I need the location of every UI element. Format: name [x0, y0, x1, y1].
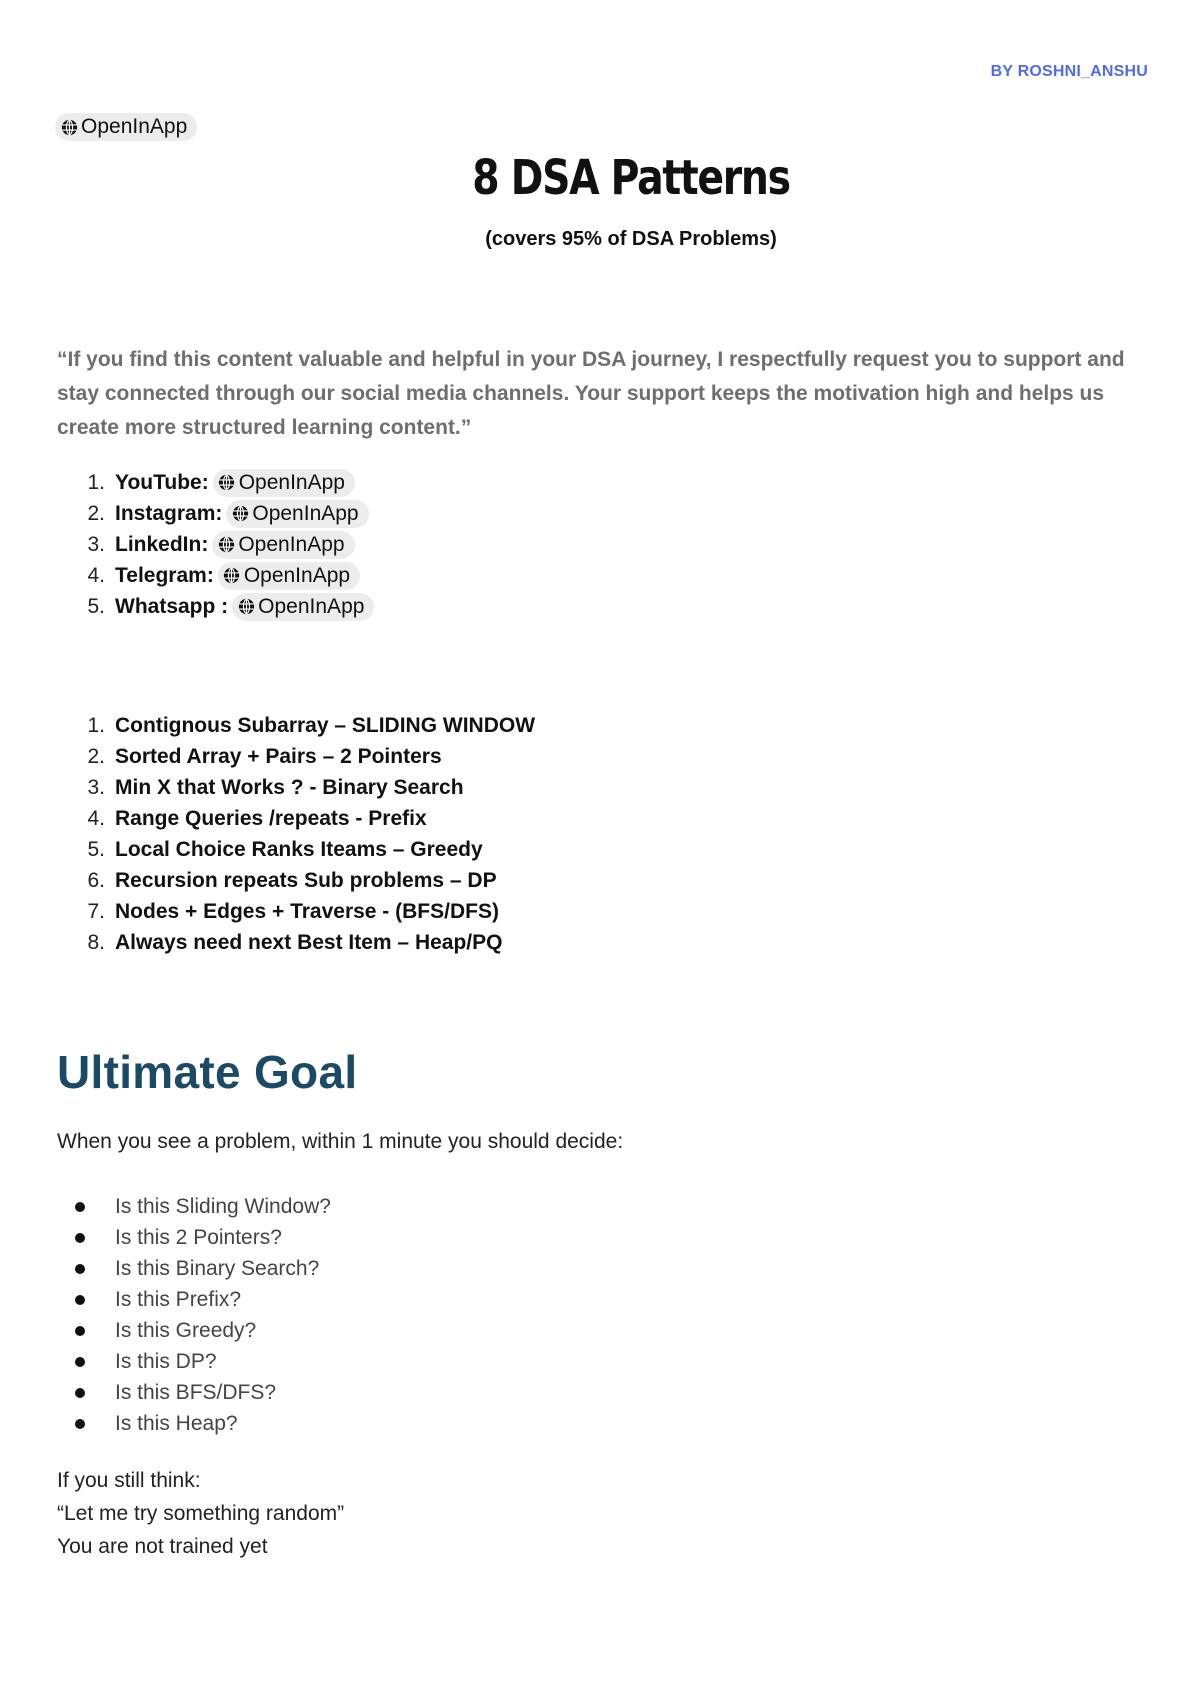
globe-icon — [218, 474, 236, 492]
list-item — [57, 834, 535, 865]
openinapp-link[interactable] — [55, 113, 197, 142]
telegram-link[interactable] — [218, 562, 360, 590]
closing-line: If you still think: — [57, 1469, 201, 1492]
social-label: Whatsapp : — [115, 594, 229, 618]
social-label: Instagram: — [115, 501, 223, 525]
globe-icon — [217, 536, 235, 554]
social-item-telegram — [57, 560, 374, 591]
pattern-text: Local Choice Ranks Iteams – Greedy — [115, 837, 483, 861]
pattern-text: Range Queries /repeats - Prefix — [115, 806, 427, 830]
question-text: Is this DP? — [115, 1349, 217, 1373]
list-item — [57, 710, 535, 741]
list-item — [57, 803, 535, 834]
bullet-icon — [75, 1326, 85, 1336]
list-item — [57, 927, 535, 958]
list-item — [57, 1346, 331, 1377]
list-number: 5. — [87, 837, 105, 861]
social-item-whatsapp — [57, 591, 374, 622]
list-number: 3. — [87, 775, 105, 799]
pattern-text: Nodes + Edges + Traverse - (BFS/DFS) — [115, 899, 499, 923]
openinapp-link-label: OpenInApp — [81, 115, 188, 138]
whatsapp-link[interactable] — [232, 593, 374, 621]
list-number: 3. — [87, 532, 105, 556]
question-text: Is this Heap? — [115, 1411, 238, 1435]
bullet-icon — [75, 1264, 85, 1274]
pattern-text: Always need next Best Item – Heap/PQ — [115, 930, 503, 954]
question-text: Is this 2 Pointers? — [115, 1225, 282, 1249]
list-number: 8. — [87, 930, 105, 954]
link-label: OpenInApp — [252, 501, 359, 525]
list-number: 4. — [87, 806, 105, 830]
closing-line: “Let me try something random” — [57, 1502, 345, 1525]
question-text: Is this Prefix? — [115, 1287, 242, 1311]
pattern-text: Min X that Works ? - Binary Search — [115, 775, 464, 799]
list-item — [57, 1284, 331, 1315]
globe-icon — [60, 118, 78, 136]
question-text: Is this Binary Search? — [115, 1256, 320, 1280]
globe-icon — [223, 567, 241, 585]
support-quote: “If you find this content valuable and helpful in your DSA journey, I respectfully request you to support and stay connected through our social media channels. Your support keeps the motivation high and helps us create more structured learning content.” — [57, 348, 1125, 439]
list-number: 2. — [87, 501, 105, 525]
social-label: LinkedIn: — [115, 532, 209, 556]
goal-intro: When you see a problem, within 1 minute you should decide: — [57, 1130, 624, 1153]
list-number: 4. — [87, 563, 105, 587]
link-label: OpenInApp — [238, 470, 345, 494]
list-item — [57, 1408, 331, 1439]
list-number: 1. — [87, 470, 105, 494]
instagram-link[interactable] — [226, 500, 368, 528]
list-item — [57, 1377, 331, 1408]
social-label: Telegram: — [115, 563, 214, 587]
list-item — [57, 1253, 331, 1284]
list-item — [57, 772, 535, 803]
bullet-icon — [75, 1388, 85, 1398]
bullet-icon — [75, 1233, 85, 1243]
social-label: YouTube: — [115, 470, 209, 494]
social-item-instagram — [57, 498, 374, 529]
closing-line: You are not trained yet — [57, 1535, 268, 1558]
question-text: Is this Sliding Window? — [115, 1194, 331, 1218]
author-credit[interactable]: BY ROSHNI_ANSHU — [990, 63, 1148, 80]
question-text: Is this BFS/DFS? — [115, 1380, 277, 1404]
list-item — [57, 865, 535, 896]
bullet-icon — [75, 1202, 85, 1212]
list-number: 7. — [87, 899, 105, 923]
pattern-text: Contignous Subarray – SLIDING WINDOW — [115, 713, 536, 737]
pattern-text: Sorted Array + Pairs – 2 Pointers — [115, 744, 442, 768]
list-item — [57, 1222, 331, 1253]
bullet-icon — [75, 1419, 85, 1429]
social-item-youtube — [57, 467, 374, 498]
list-number: 2. — [87, 744, 105, 768]
list-number: 6. — [87, 868, 105, 892]
pattern-text: Recursion repeats Sub problems – DP — [115, 868, 497, 892]
link-label: OpenInApp — [243, 563, 351, 587]
list-item — [57, 896, 535, 927]
bullet-icon — [75, 1295, 85, 1305]
bullet-icon — [75, 1357, 85, 1367]
link-label: OpenInApp — [258, 594, 365, 618]
page-subtitle: (covers 95% of DSA Problems) — [485, 228, 777, 250]
dsa-patterns-list — [57, 710, 535, 958]
page-title: 8 DSA Patterns — [472, 150, 790, 206]
closing-text — [57, 1464, 344, 1563]
list-number: 5. — [87, 594, 105, 618]
pattern-questions-list — [57, 1191, 331, 1439]
link-label: OpenInApp — [238, 532, 345, 556]
list-item — [57, 741, 535, 772]
list-item — [57, 1315, 331, 1346]
globe-icon — [237, 598, 255, 616]
question-text: Is this Greedy? — [115, 1318, 257, 1342]
youtube-link[interactable] — [213, 469, 355, 497]
social-links-list — [57, 467, 374, 622]
globe-icon — [231, 505, 249, 523]
list-item — [57, 1191, 331, 1222]
social-item-linkedin — [57, 529, 374, 560]
linkedin-link[interactable] — [212, 531, 354, 559]
list-number: 1. — [87, 713, 105, 737]
ultimate-goal-heading: Ultimate Goal — [57, 1046, 358, 1098]
